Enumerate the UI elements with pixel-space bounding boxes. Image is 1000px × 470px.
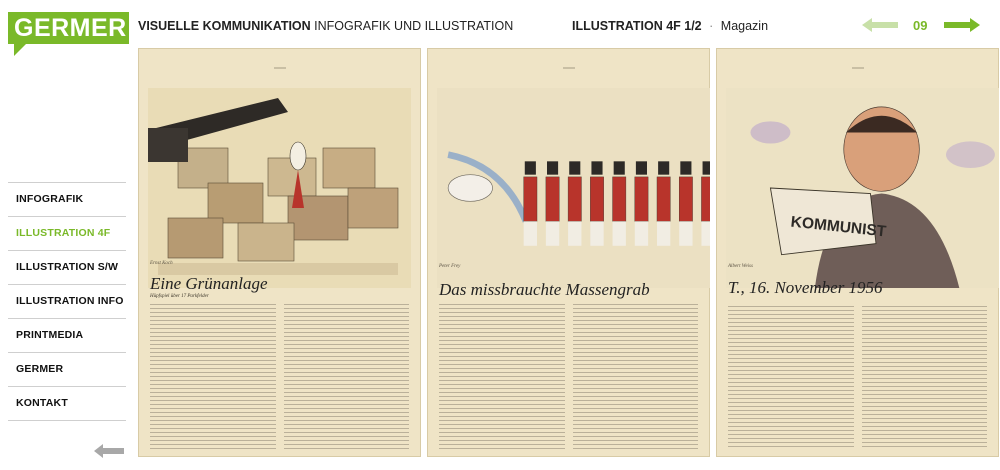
magazine-page-2[interactable] <box>427 48 710 457</box>
tagline-rest: INFOGRAFIK UND ILLUSTRATION <box>314 19 514 33</box>
illustrator-caption: Ernst Koch <box>150 261 173 266</box>
nav-item-kontakt[interactable]: KONTAKT <box>8 386 126 420</box>
illustrator-caption: Albert Weiss <box>728 264 753 269</box>
article-subline: Hüpfspiel über 17 Parkfelder <box>150 294 209 299</box>
site-tagline <box>138 19 513 33</box>
article-text-columns <box>728 306 987 449</box>
page-header-band <box>716 56 999 76</box>
nav-item-infografik[interactable]: INFOGRAFIK <box>8 182 126 216</box>
text-column <box>439 304 565 449</box>
main-navigation <box>8 182 126 421</box>
page-header-tag <box>563 67 575 69</box>
illustrator-caption: Peter Frey <box>439 264 461 269</box>
nav-item-illustration-sw[interactable]: ILLUSTRATION S/W <box>8 250 126 284</box>
germer-logo[interactable]: GERMER <box>8 12 129 44</box>
section-title-bold: ILLUSTRATION 4F 1/2 <box>572 19 702 33</box>
nav-item-germer[interactable]: GERMER <box>8 352 126 386</box>
article-headline: Eine Grünanlage <box>150 274 268 293</box>
text-column <box>150 304 276 449</box>
nav-divider <box>8 420 126 421</box>
kommunist-sign-text: KOMMUNIST <box>789 213 887 241</box>
article-text-columns <box>150 304 409 449</box>
section-title-rest: Magazin <box>720 19 769 33</box>
page-header-tag <box>852 67 864 69</box>
text-column <box>573 304 699 449</box>
section-title <box>572 19 768 33</box>
logo-speech-tail <box>14 44 26 56</box>
nav-item-illustration-info[interactable]: ILLUSTRATION INFO <box>8 284 126 318</box>
red-soldiers-illustration <box>437 88 710 288</box>
arrow-right-icon[interactable] <box>944 18 980 32</box>
magazine-page-1[interactable] <box>138 48 421 457</box>
text-column <box>728 306 854 449</box>
arrow-left-icon[interactable] <box>862 18 898 32</box>
kommunist-portrait-illustration <box>726 88 999 288</box>
page-header-band <box>138 56 421 76</box>
article-headline: Das missbrauchte Massengrab <box>439 280 650 299</box>
text-column <box>862 306 988 449</box>
page-header-band <box>427 56 710 76</box>
page-header-tag <box>274 67 286 69</box>
article-text-columns <box>439 304 698 449</box>
tagline-bold: VISUELLE KOMMUNIKATION <box>138 19 311 33</box>
tank-crates-illustration <box>148 88 411 288</box>
text-column <box>284 304 410 449</box>
back-arrow-icon[interactable] <box>94 444 124 458</box>
article-headline: T., 16. November 1956 <box>728 278 883 297</box>
magazine-page-3[interactable] <box>716 48 999 457</box>
nav-item-illustration-4f[interactable]: ILLUSTRATION 4F <box>8 216 126 250</box>
nav-item-printmedia[interactable]: PRINTMEDIA <box>8 318 126 352</box>
page-number: 09 <box>913 18 928 33</box>
section-separator: · <box>709 19 714 33</box>
